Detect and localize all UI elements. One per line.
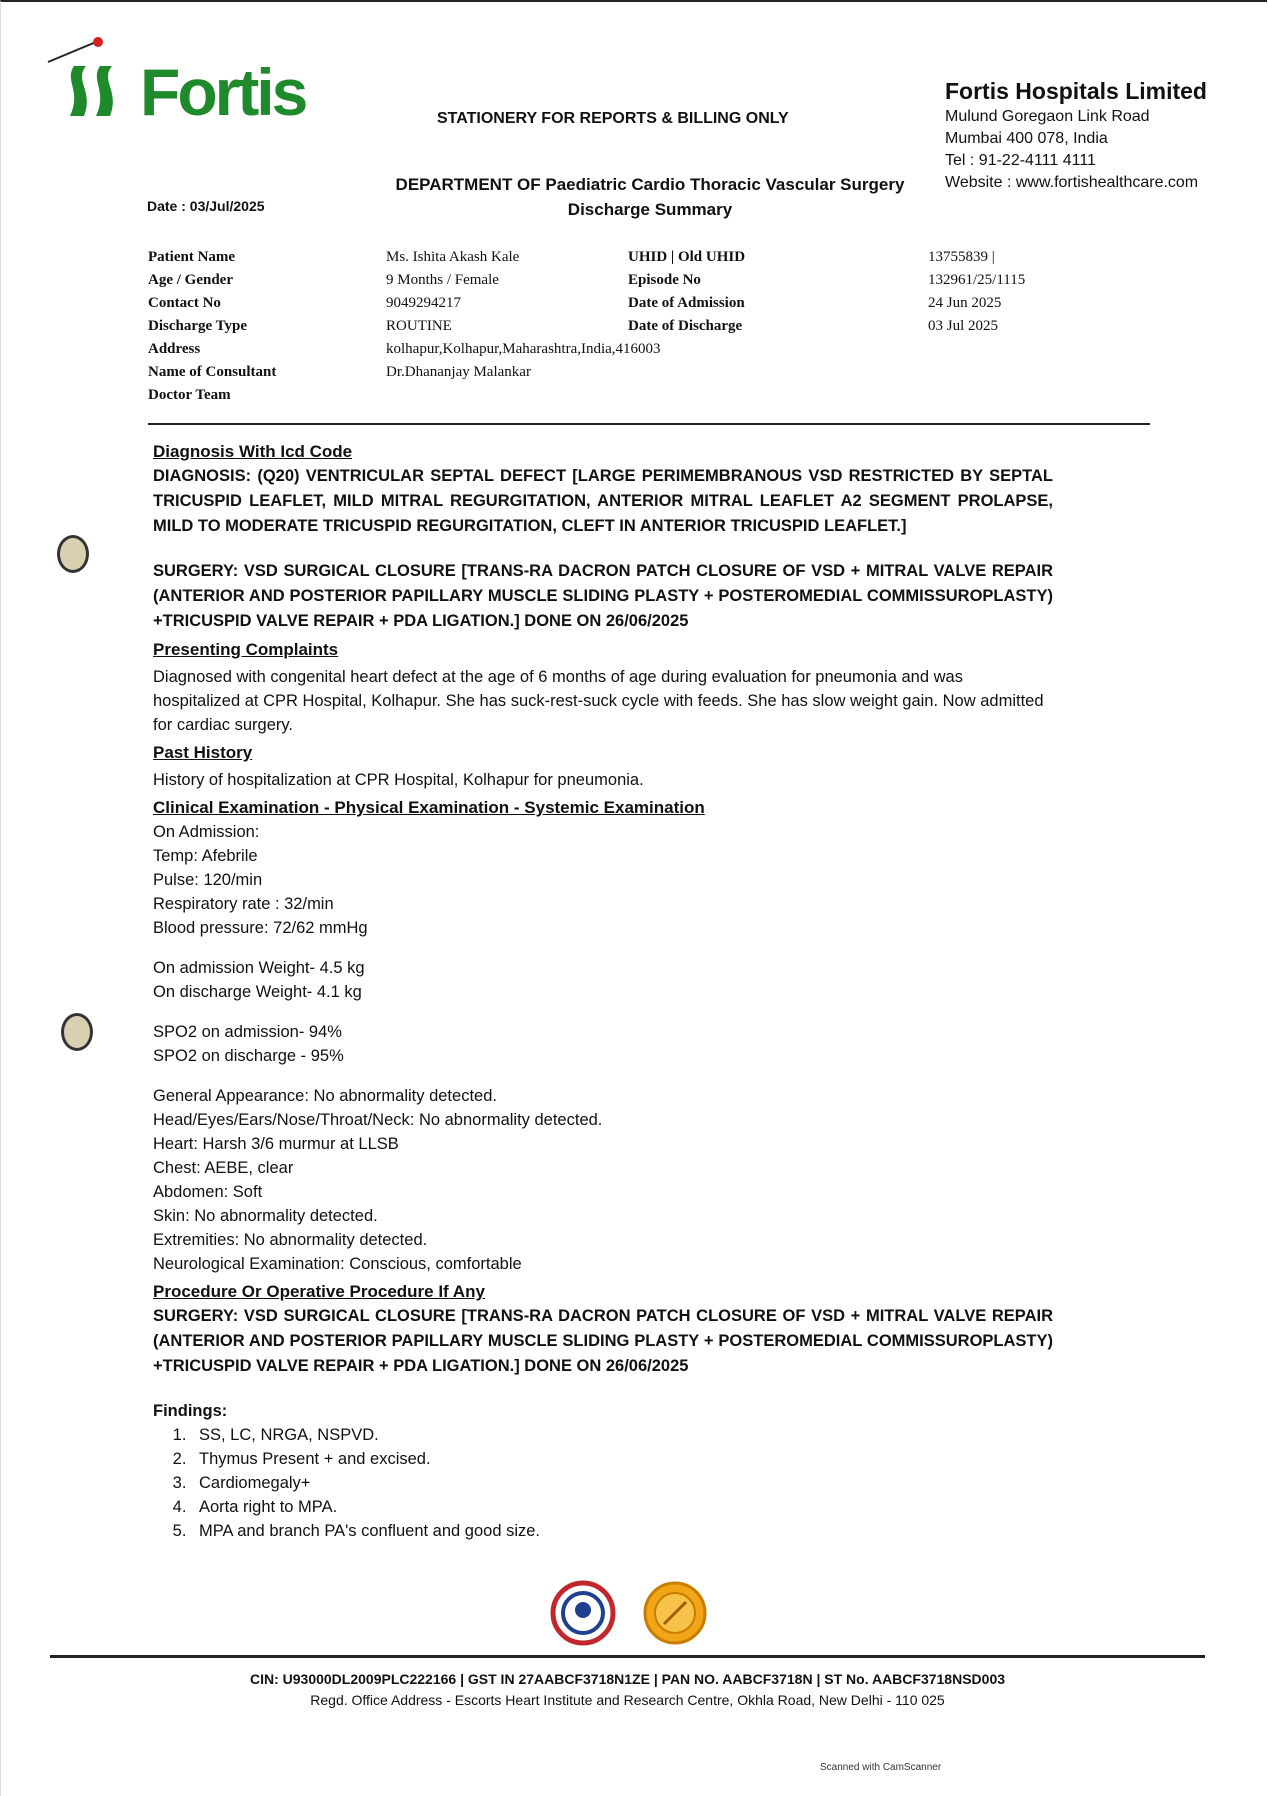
vital-line: On Admission:	[153, 823, 260, 841]
procedure-title: Procedure Or Operative Procedure If Any	[153, 1282, 485, 1301]
systemic-line: Extremities: No abnormality detected.	[153, 1231, 428, 1249]
info-label: Doctor Team	[148, 387, 231, 403]
accreditation-seals-icon	[550, 1580, 710, 1650]
patient-contact: 9049294217	[386, 295, 461, 311]
stationery-note: STATIONERY FOR REPORTS & BILLING ONLY	[437, 110, 789, 127]
brand-name: Fortis	[140, 55, 306, 129]
spo2-line: SPO2 on admission- 94%	[153, 1023, 342, 1041]
finding-item: 3. Cardiomegaly+	[191, 1471, 1053, 1495]
footer-address: Regd. Office Address - Escorts Heart Institute and Research Centre, Okhla Road, New Delhi - 110 025	[310, 1692, 945, 1708]
footer-registration: CIN: U93000DL2009PLC222166 | GST IN 27AABCF3718N1ZE | PAN NO. AABCF3718N | ST No. AABCF3718NSD003	[249, 1671, 1006, 1687]
weights-block	[153, 956, 1053, 1004]
uhid: 13755839 |	[928, 249, 995, 265]
admission-date: 24 Jun 2025	[928, 295, 1002, 311]
summary-body	[153, 436, 1053, 1543]
footer-divider	[50, 1655, 1205, 1658]
episode-no: 132961/25/1115	[928, 272, 1026, 288]
document-title: Discharge Summary	[567, 200, 733, 219]
weight-line: On discharge Weight- 4.1 kg	[153, 983, 362, 1001]
patient-address: kolhapur,Kolhapur,Maharashtra,India,416003	[386, 341, 661, 357]
header-divider	[148, 423, 1150, 425]
surgery-text: SURGERY: VSD SURGICAL CLOSURE [TRANS-RA DACRON PATCH CLOSURE OF VSD + MITRAL VALVE REPAIR (ANTERIOR AND POSTERIOR PAPILLARY MUSCLE SLIDING PLASTY + POSTEROMEDIAL COMMISSUROPLASTY) +TRICUSPID VALVE REPAIR + PDA LIGATION.] DONE ON 26/06/2025	[153, 562, 1053, 630]
patient-labels-right	[628, 246, 745, 338]
diagnosis-text: DIAGNOSIS: (Q20) VENTRICULAR SEPTAL DEFECT [LARGE PERIMEMBRANOUS VSD RESTRICTED BY SEPTAL TRICUSPID LEAFLET, MILD MITRAL REGURGITATION, ANTERIOR MITRAL LEAFLET A2 SEGMENT PROLAPSE, MILD TO MODERATE TRICUSPID REGURGITATION, CLEFT IN ANTERIOR TRICUSPID LEAFLET.]	[153, 467, 1053, 535]
complaints-text: Diagnosed with congenital heart defect at the age of 6 months of age during evaluation for pneumonia and was hospitalized at CPR Hospital, Kolhapur. She has suck-rest-suck cycle with feeds. She has slow weight gain. Now admitted for cardiac surgery.	[153, 668, 1044, 734]
weight-line: On admission Weight- 4.5 kg	[153, 959, 365, 977]
company-tel: Tel : 91-22-4111 4111	[945, 152, 1096, 169]
patient-values-left	[386, 246, 661, 407]
finding-item: 1. SS, LC, NRGA, NSPVD.	[191, 1423, 1053, 1447]
exam-title: Clinical Examination - Physical Examination - Systemic Examination	[153, 798, 705, 817]
company-name: Fortis Hospitals Limited	[945, 78, 1207, 104]
info-label: Address	[148, 341, 201, 357]
patient-name: Ms. Ishita Akash Kale	[386, 249, 520, 265]
discharge-date: 03 Jul 2025	[928, 318, 999, 334]
punch-hole-icon	[57, 535, 89, 573]
info-label: Name of Consultant	[148, 364, 277, 380]
past-history-text: History of hospitalization at CPR Hospital, Kolhapur for pneumonia.	[153, 771, 644, 789]
info-label: Patient Name	[148, 249, 236, 265]
scanner-watermark: Scanned with CamScanner	[820, 1762, 942, 1773]
info-label: Episode No	[628, 272, 701, 288]
findings-title: Findings:	[153, 1402, 228, 1420]
company-address-2: Mumbai 400 078, India	[945, 130, 1108, 147]
patient-age-gender: 9 Months / Female	[386, 272, 499, 288]
vital-line: Respiratory rate : 32/min	[153, 895, 334, 913]
info-label: Contact No	[148, 295, 221, 311]
discharge-type: ROUTINE	[386, 318, 452, 334]
vital-line: Temp: Afebrile	[153, 847, 258, 865]
info-label: Discharge Type	[148, 318, 248, 334]
diagnosis-title: Diagnosis With Icd Code	[153, 442, 353, 461]
finding-item: 4. Aorta right to MPA.	[191, 1495, 1053, 1519]
systemic-line: Skin: No abnormality detected.	[153, 1207, 378, 1225]
company-website: Website : www.fortishealthcare.com	[945, 174, 1199, 191]
patient-labels-left	[148, 246, 276, 407]
spo2-line: SPO2 on discharge - 95%	[153, 1047, 344, 1065]
systemic-block	[153, 1084, 1053, 1276]
footer	[50, 1669, 1205, 1711]
info-label: Date of Admission	[628, 295, 745, 311]
systemic-line: Neurological Examination: Conscious, comfortable	[153, 1255, 522, 1273]
info-label: Date of Discharge	[628, 318, 743, 334]
spacer	[153, 539, 1053, 559]
spacer	[153, 1379, 1053, 1399]
spacer	[153, 1068, 1053, 1084]
finding-item: 5. MPA and branch PA's confluent and good size.	[191, 1519, 1053, 1543]
findings-list	[153, 1423, 1053, 1543]
info-label: UHID | Old UHID	[628, 249, 746, 265]
department-heading	[380, 172, 920, 222]
company-address-1: Mulund Goregaon Link Road	[945, 108, 1150, 125]
punch-hole-icon	[61, 1013, 93, 1051]
procedure-text: SURGERY: VSD SURGICAL CLOSURE [TRANS-RA DACRON PATCH CLOSURE OF VSD + MITRAL VALVE REPAIR (ANTERIOR AND POSTERIOR PAPILLARY MUSCLE SLIDING PLASTY + POSTEROMEDIAL COMMISSUROPLASTY) +TRICUSPID VALVE REPAIR + PDA LIGATION.] DONE ON 26/06/2025	[153, 1307, 1053, 1375]
consultant-name: Dr.Dhananjay Malankar	[386, 364, 531, 380]
vital-line: Blood pressure: 72/62 mmHg	[153, 919, 368, 937]
department-name: DEPARTMENT OF Paediatric Cardio Thoracic Vascular Surgery	[395, 175, 905, 194]
systemic-line: Abdomen: Soft	[153, 1183, 263, 1201]
systemic-line: Head/Eyes/Ears/Nose/Throat/Neck: No abnormality detected.	[153, 1111, 603, 1129]
systemic-line: General Appearance: No abnormality detected.	[153, 1087, 497, 1105]
vitals-block	[153, 820, 1053, 940]
spacer	[153, 1004, 1053, 1020]
vital-line: Pulse: 120/min	[153, 871, 263, 889]
info-label: Age / Gender	[148, 272, 233, 288]
spacer	[153, 940, 1053, 956]
document-date: Date : 03/Jul/2025	[147, 198, 265, 214]
spo2-block	[153, 1020, 1053, 1068]
systemic-line: Heart: Harsh 3/6 murmur at LLSB	[153, 1135, 399, 1153]
finding-item: 2. Thymus Present + and excised.	[191, 1447, 1053, 1471]
company-block	[945, 76, 1207, 194]
systemic-line: Chest: AEBE, clear	[153, 1159, 294, 1177]
past-history-title: Past History	[153, 743, 253, 762]
patient-values-right	[928, 246, 1025, 338]
doctor-team	[386, 384, 661, 407]
complaints-title: Presenting Complaints	[153, 640, 339, 659]
